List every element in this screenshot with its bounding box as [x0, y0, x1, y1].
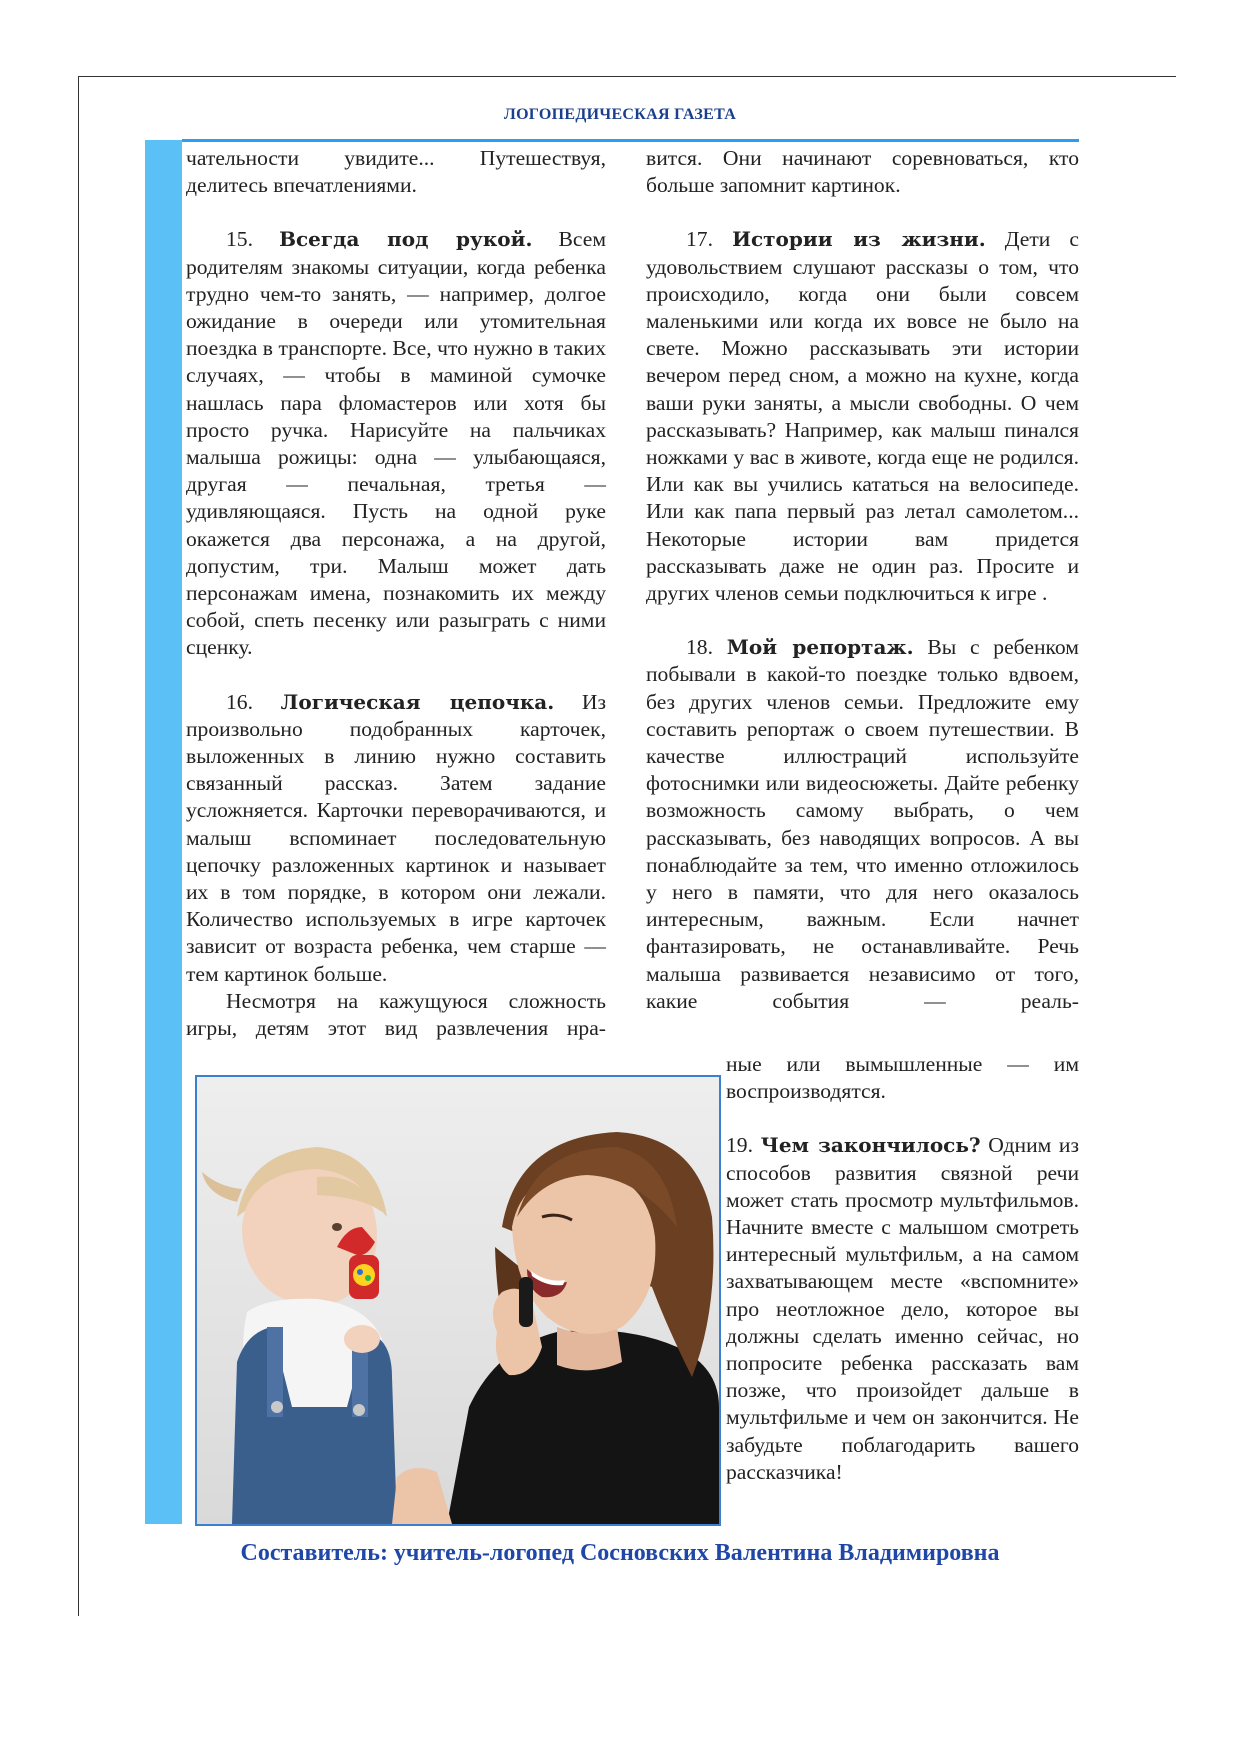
section-15-text: Всем родителям знакомы ситуации, когда ребенка трудно чем-то занять, — например, долгое ожидание в очереди или утомительная поездка в транспорте. Все, что нужно в таких случаях, — чтобы в маминой сумочке нашлась пара фломастеров или хотя бы просто ручка. Нарисуйте на пальчиках малыша рожицы: одна — улыбающаяся, другая — печальная, третья — удивляющаяся. Пусть на одной руке окажется два персонажа, а на другой, допустим, три. Малыш может дать персонажам имена, познакомить их между собой, спеть песенку или разыграть с ними сценку. [186, 227, 607, 660]
section-17-title: Истории из жизни. [732, 227, 986, 252]
footer-author-credit: Составитель: учитель-логопед Сосновских Валентина Владимировна [240, 1540, 1000, 1566]
section-16-text: Из произвольно подобранных карточек, выложенных в линию нужно составить связанный рассказ. Затем задание усложняется. Карточки переворачиваются, и малыш вспоминает последовательную цепочку разложенных картинок и называет их в том порядке, в котором они лежали. Количество используемых в игре карточек зависит от возраста ребенка, чем старше — тем картинок больше. [186, 689, 607, 986]
section-17-text: Дети с удовольствием слушают рассказы о том, что происходило, когда они были совсем маленькими или когда их вовсе не было на свете. Можно рассказывать эти истории вечером перед сном, а можно на кухне, когда ваши руки заняты, а мысли свободны. О чем рассказывать? Например, как малыш пинался ножками у вас в животе, когда еще не родился. Или как вы учились кататься на велосипеде. Или как папа первый раз летал самолетом... Некоторые истории вам придется рассказывать даже не один раз. Просите и других членов семьи подключиться к игре . [646, 227, 1080, 606]
page-frame-left [78, 76, 79, 1616]
section-19 [726, 1132, 1079, 1486]
section-15-number: 15. [226, 227, 253, 252]
right-column [646, 145, 1079, 1015]
section-18-continued: ные или вымышленные — им воспроизводятся. [726, 1052, 1079, 1104]
section-17-number: 17. [686, 227, 713, 252]
section-16 [186, 689, 606, 988]
accent-sidebar [145, 140, 182, 1524]
right-intro-text: вится. Они начинают соревноваться, кто больше запомнит картинок. [646, 146, 1079, 198]
page-frame-top [78, 76, 1176, 77]
section-15-title: Всегда под рукой. [279, 227, 533, 252]
photo-mother-and-child [195, 1075, 721, 1526]
right-column-narrow [726, 1051, 1079, 1486]
section-18-number: 18. [686, 635, 713, 660]
section-19-text: Одним из способов развития связной речи может стать просмотр мультфильмов. Начните вместе с малышом смотреть интересный мультфильм, а на самом захватывающем месте «вспомните» про неотложное дело, которое вы должны сделать именно сейчас, но попросите ребенка рассказать вам позже, что произойдет дальше в мультфильме и чем он закончится. Не забудьте поблагодарить вашего рассказчика! [726, 1133, 1079, 1484]
section-15 [186, 226, 606, 661]
section-18-text: Вы с ребенком побывали в какой-то поездке только вдвоем, без других членов семьи. Предложите ему составить репортаж о своем путешествии. В качестве иллюстраций используйте фотоснимки или видеосюжеты. Дайте ребенку возможность самому выбрать, о чем рассказывать, без наводящих вопросов. А вы понаблюдайте за тем, что именно отложилось у него в памяти, что для него оказалось интересным, важным. Если начнет фантазировать, не останавливайте. Речь малыша развивается независимо от того, какие события — реаль- [646, 635, 1079, 1013]
section-16-number: 16. [226, 689, 253, 714]
photo-illustration [197, 1077, 719, 1524]
section-19-title: Чем закончилось? [760, 1133, 981, 1158]
left-intro-text: чательности увидите... Путешествуя, делитесь впечатлениями. [186, 146, 606, 198]
header-rule [182, 139, 1079, 142]
section-19-number: 19. [726, 1133, 753, 1158]
newspaper-title: ЛОГОПЕДИЧЕСКАЯ ГАЗЕТА [503, 106, 737, 123]
section-18 [646, 634, 1079, 1015]
section-16-continued: Несмотря на кажущуюся сложность игры, детям этот вид развлечения нра- [186, 988, 606, 1041]
section-16-title: Логическая цепочка. [280, 689, 555, 714]
left-column [186, 145, 606, 1042]
section-18-title: Мой репортаж. [726, 635, 914, 660]
section-17 [646, 226, 1079, 607]
